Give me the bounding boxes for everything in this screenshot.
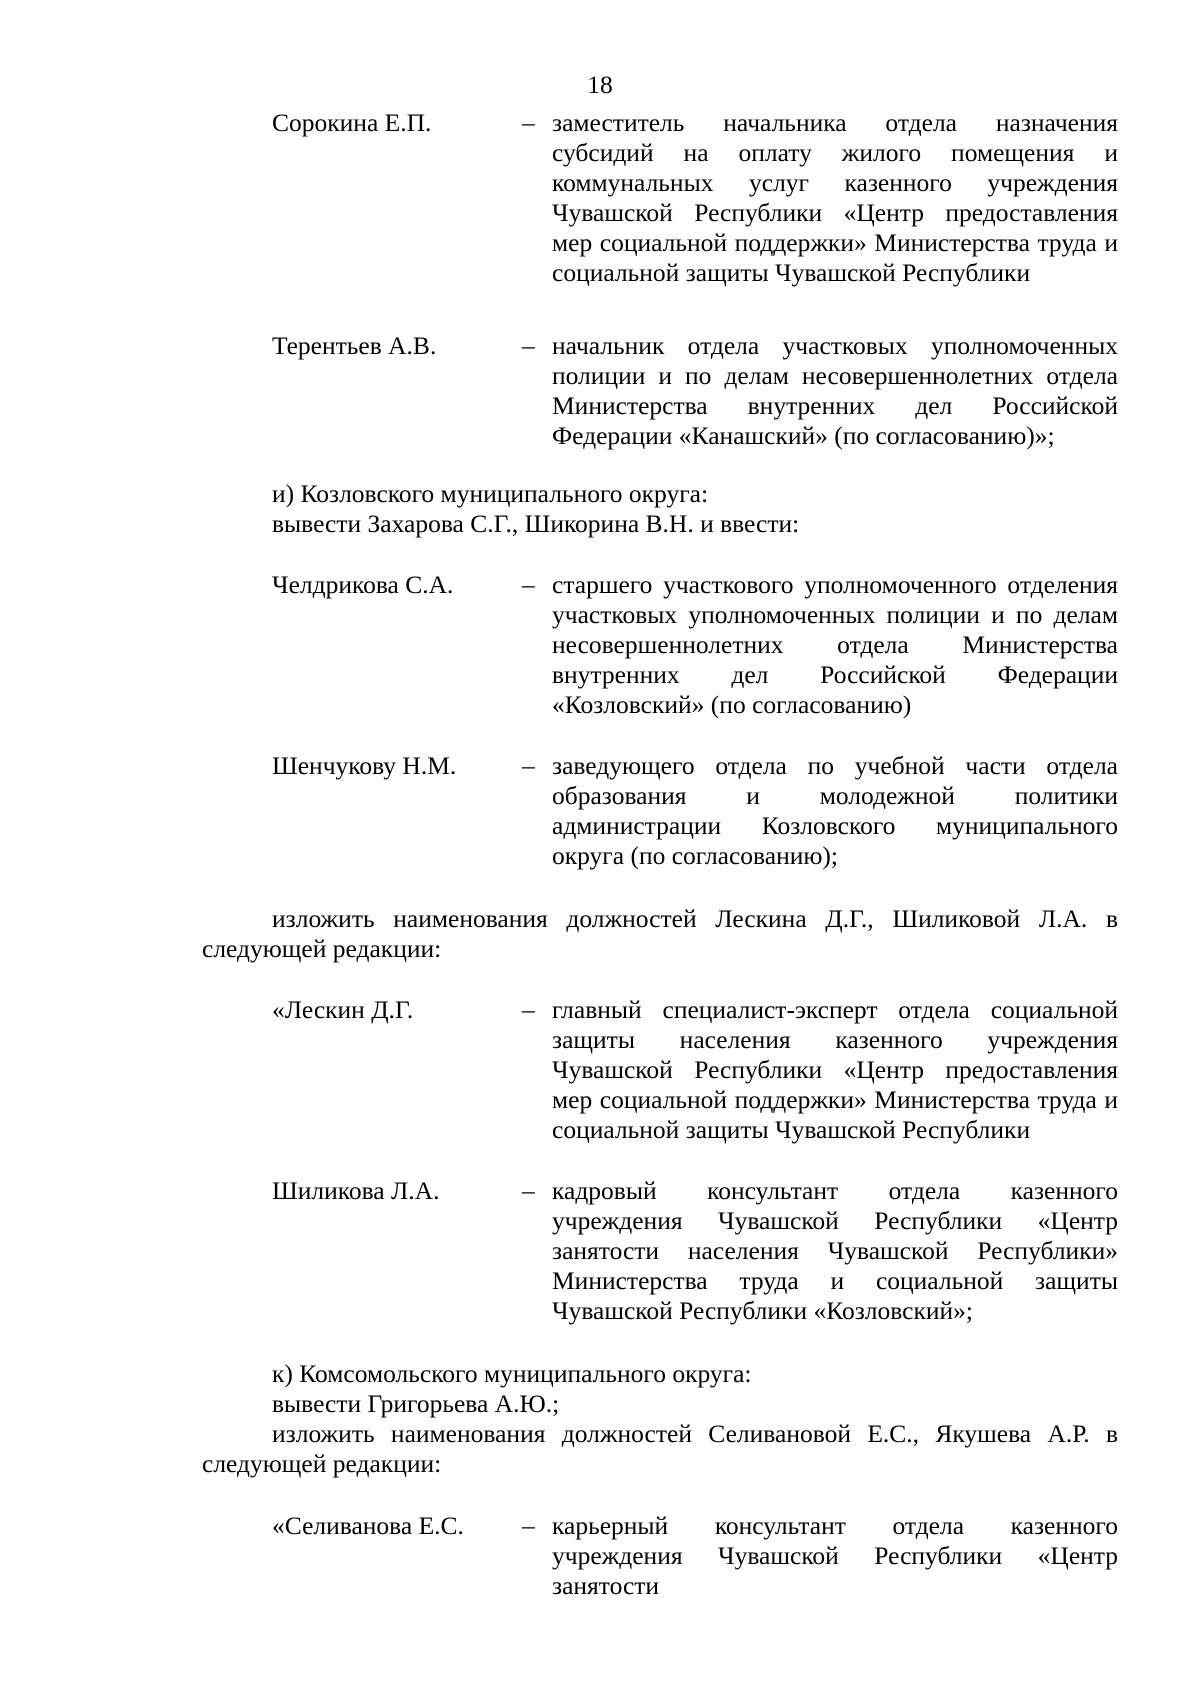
member-name: «Лескин Д.Г. (272, 995, 414, 1024)
member-name: «Селиванова Е.С. (272, 1511, 464, 1540)
instruction-paragraph: изложить наименования должностей Селивановой Е.С., Якушева А.Р. в следующей редакции: (202, 1419, 1118, 1478)
instruction-line: вывести Захарова С.Г., Шикорина В.Н. и ввести: (272, 509, 800, 538)
member-position: главный специалист-эксперт отдела социальной защиты населения казенного учреждения Чувашской Республики «Центр предоставления мер социальной поддержки» Министерства труда и социальной защиты Чувашской Республики (552, 995, 1118, 1144)
page-number: 18 (587, 70, 613, 99)
member-name: Челдрикова С.А. (272, 570, 454, 599)
member-position: кадровый консультант отдела казенного учреждения Чувашской Республики «Центр занятости населения Чувашской Республики» Министерства труда и социальной защиты Чувашской Республики «Козловский»; (552, 1176, 1118, 1325)
entry-dash: – (522, 1511, 535, 1540)
member-name: Шиликова Л.А. (272, 1176, 440, 1205)
entry-dash: – (522, 995, 535, 1024)
section-heading: к) Комсомольского муниципального округа: (272, 1359, 752, 1388)
entry-dash: – (522, 331, 535, 360)
section-heading: и) Козловского муниципального округа: (272, 479, 709, 508)
entry-dash: – (522, 108, 535, 137)
instruction-paragraph: изложить наименования должностей Лескина Д.Г., Шиликовой Л.А. в следующей редакции: (202, 904, 1118, 963)
member-name: Шенчукову Н.М. (272, 751, 457, 780)
entry-dash: – (522, 570, 535, 599)
entry-dash: – (522, 1176, 535, 1205)
member-name: Сорокина Е.П. (272, 108, 432, 137)
member-position: старшего участкового уполномоченного отделения участковых уполномоченных полиции и по делам несовершеннолетних отдела Министерства внутренних дел Российской Федерации «Козловский» (по согласованию) (552, 570, 1118, 719)
member-position: начальник отдела участковых уполномоченных полиции и по делам несовершеннолетних отдела Министерства внутренних дел Российской Федерации «Канашский» (по согласованию)»; (552, 331, 1118, 450)
entry-dash: – (522, 751, 535, 780)
member-name: Терентьев А.В. (272, 331, 437, 360)
member-position: заведующего отдела по учебной части отдела образования и молодежной политики администрации Козловского муниципального округа (по согласованию); (552, 751, 1118, 870)
instruction-line: вывести Григорьева А.Ю.; (272, 1389, 560, 1418)
member-position: заместитель начальника отдела назначения субсидий на оплату жилого помещения и коммунальных услуг казенного учреждения Чувашской Республики «Центр предоставления мер социальной поддержки» Министерства труда и социальной защиты Чувашской Республики (552, 108, 1118, 287)
member-position: карьерный консультант отдела казенного учреждения Чувашской Республики «Центр занятости (552, 1511, 1118, 1600)
